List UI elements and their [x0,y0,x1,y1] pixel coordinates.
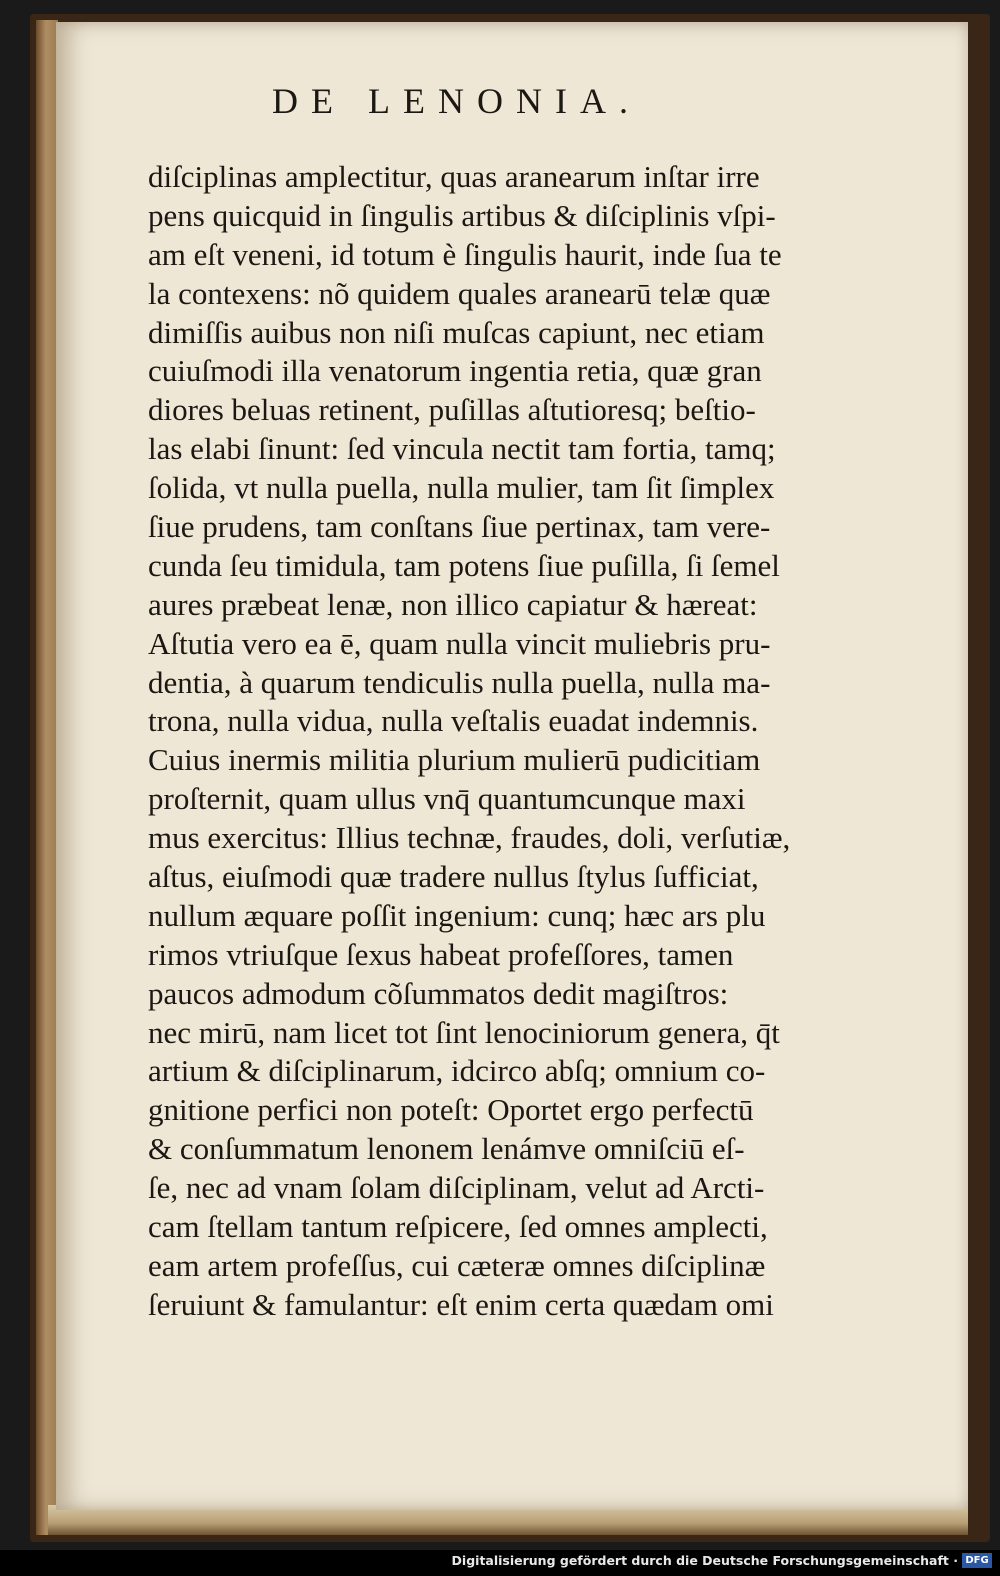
text-line: la contexens: nõ quidem quales aranearū telæ quæ [148,275,771,311]
page-text [148,158,938,1325]
text-line: nullum æquare poſſit ingenium: cunq; hæc ars plu [148,897,766,933]
text-line: ſeruiunt & famulantur: eſt enim certa quædam omi [148,1286,774,1322]
text-line: aures præbeat lenæ, non illico capiatur & hæreat: [148,586,758,622]
text-line: am eſt veneni, id totum è ſingulis haurit, inde ſua te [148,236,782,272]
text-line: ſolida, vt nulla puella, nulla mulier, tam ſit ſimplex [148,470,775,506]
text-line: trona, nulla vidua, nulla veſtalis euadat indemnis. [148,703,759,739]
text-line: ſiue prudens, tam conſtans ſiue pertinax, tam vere- [148,509,771,545]
text-line: rimos vtriuſque ſexus habeat profeſſores, tamen [148,936,734,972]
text-line: las elabi ſinunt: ſed vincula nectit tam fortia, tamq; [148,431,776,467]
text-line: dentia, à quarum tendiculis nulla puella, nulla ma- [148,664,771,700]
text-line: & conſummatum lenonem lenámve omniſciū eſ- [148,1131,745,1167]
text-line: aſtus, eiuſmodi quæ tradere nullus ſtylus ſufficiat, [148,859,759,895]
running-head: DE LENONIA. [272,81,641,121]
text-line: cunda ſeu timidula, tam potens ſiue puſilla, ſi ſemel [148,547,780,583]
text-line: mus exercitus: Illius technæ, fraudes, doli, verſutiæ, [148,820,791,856]
text-line: diſciplinas amplectitur, quas aranearum inſtar irre [148,159,760,194]
dfg-logo: DFG [962,1553,992,1568]
text-line: dimiſſis auibus non niſi muſcas capiunt, nec etiam [148,314,765,350]
text-line: ſe, nec ad vnam ſolam diſciplinam, velut ad Arcti- [148,1170,765,1206]
text-line: cam ſtellam tantum reſpicere, ſed omnes amplecti, [148,1209,768,1245]
text-line: paucos admodum cõſummatos dedit magiſtros: [148,975,729,1011]
text-line: gnitione perfici non poteſt: Oportet ergo perfectū [148,1092,754,1128]
book-spine-edge [36,20,58,1535]
text-line: eam artem profeſſus, cui cæteræ omnes diſciplinæ [148,1247,766,1283]
text-line: pens quicquid in ſingulis artibus & diſciplinis vſpi- [148,197,776,233]
text-line: Aſtutia vero ea ē, quam nulla vincit muliebris pru- [148,625,771,661]
text-line: proſternit, quam ullus vnq̄ quantumcunque maxi [148,781,746,817]
text-line: artium & diſciplinarum, idcirco abſq; omnium co- [148,1053,766,1089]
funding-notice: Digitalisierung gefördert durch die Deutsche Forschungsgemeinschaft · [451,1553,958,1568]
text-line: nec mirū, nam licet tot ſint lenociniorum genera, q̄t [148,1014,780,1050]
text-line: diores beluas retinent, puſillas aſtutioresq; beſtio- [148,392,756,428]
text-line: cuiuſmodi illa venatorum ingentia retia, quæ gran [148,353,762,389]
text-line: Cuius inermis militia plurium mulierū pudicitiam [148,742,761,778]
